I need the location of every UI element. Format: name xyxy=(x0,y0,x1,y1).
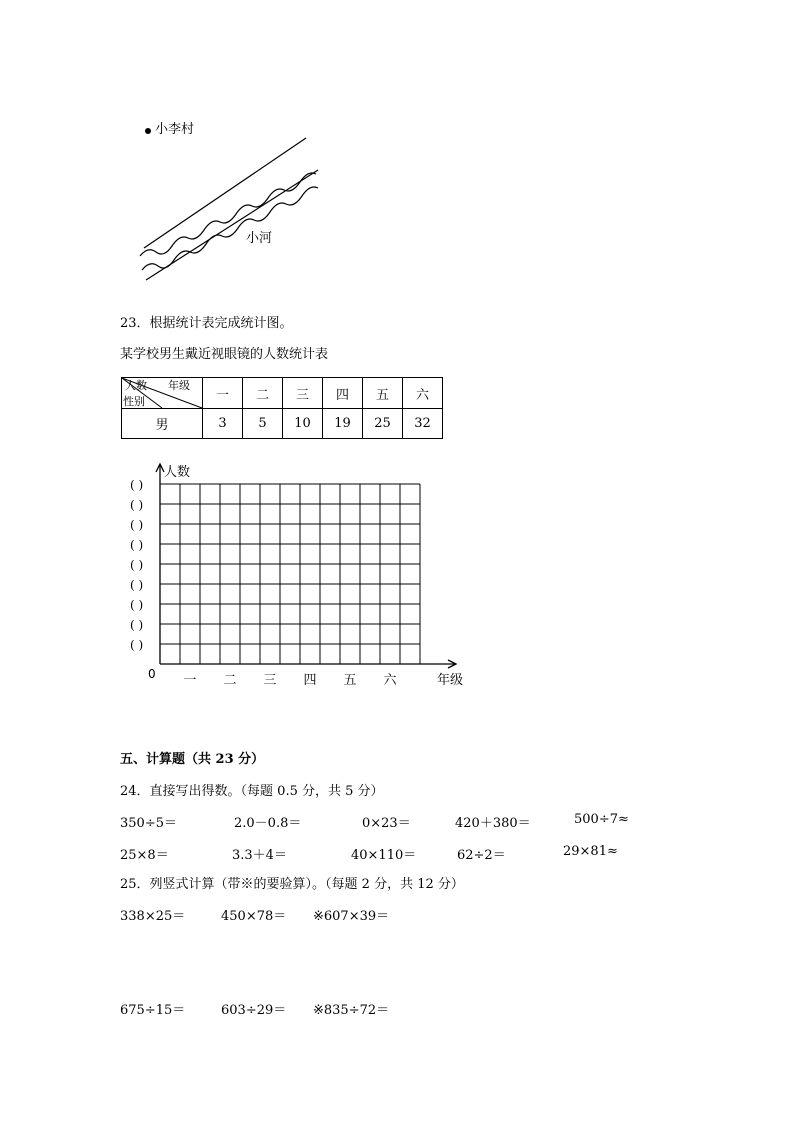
y-tick-label: ( ) xyxy=(130,498,144,512)
grade-6: 六 xyxy=(403,378,443,409)
q24-r2-c2: 3.3＋4＝ xyxy=(232,848,287,863)
x-tick-label: 三 xyxy=(263,673,277,688)
village-label: 小李村 xyxy=(155,122,195,137)
grade-5: 五 xyxy=(363,378,403,409)
q24-r2-c1: 25×8＝ xyxy=(120,848,169,863)
x-tick-label: 一 xyxy=(183,673,197,688)
value-grade-2: 5 xyxy=(243,409,283,439)
y-tick-label: ( ) xyxy=(130,638,144,652)
origin-label: 0 xyxy=(148,667,156,681)
x-tick-label: 五 xyxy=(343,673,357,688)
bar-chart-grid xyxy=(120,460,464,700)
y-tick-label: ( ) xyxy=(130,618,144,632)
q24-r2-c3: 40×110＝ xyxy=(351,848,417,863)
section5-title: 五、计算题（共 23 分） xyxy=(120,752,265,767)
q24-r1-c2: 2.0－0.8＝ xyxy=(234,816,302,831)
river-drawing xyxy=(130,128,330,288)
y-tick-label: ( ) xyxy=(130,538,144,552)
diagonal-header xyxy=(122,378,203,409)
x-axis-label: 年级 xyxy=(436,673,464,688)
row-label-male: 男 xyxy=(122,409,203,439)
value-grade-3: 10 xyxy=(283,409,323,439)
q25-r1-c1: 338×25＝ xyxy=(120,909,186,924)
value-grade-4: 19 xyxy=(323,409,363,439)
header-gender: 性别 xyxy=(123,395,145,408)
q24-r1-c5: 500÷7≈ xyxy=(574,812,629,827)
q25-r1-c3: ※607×39＝ xyxy=(313,909,390,924)
q25-title: 25．列竖式计算（带※的要验算）。（每题 2 分，共 12 分） xyxy=(120,877,464,892)
q23-title: 23．根据统计表完成统计图。 xyxy=(120,316,293,331)
q25-r2-c1: 675÷15＝ xyxy=(120,1003,186,1018)
grade-4: 四 xyxy=(323,378,363,409)
x-tick-label: 二 xyxy=(223,673,237,688)
x-tick-label: 六 xyxy=(383,673,397,688)
table-title: 某学校男生戴近视眼镜的人数统计表 xyxy=(120,347,329,362)
y-axis-label: 人数 xyxy=(164,465,191,480)
q25-r1-c2: 450×78＝ xyxy=(221,909,287,924)
q24-r2-c5: 29×81≈ xyxy=(563,844,618,859)
header-grade: 年级 xyxy=(168,379,190,392)
y-tick-label: ( ) xyxy=(130,478,144,492)
grade-2: 二 xyxy=(243,378,283,409)
q24-title: 24．直接写出得数。（每题 0.5 分，共 5 分） xyxy=(120,784,384,799)
q24-r1-c4: 420＋380＝ xyxy=(455,816,531,831)
grade-1: 一 xyxy=(203,378,243,409)
river-wave-1 xyxy=(140,173,316,256)
y-tick-label: ( ) xyxy=(130,558,144,572)
river-wave-2 xyxy=(142,187,318,270)
x-tick-label: 四 xyxy=(303,673,317,688)
q24-r2-c4: 62÷2＝ xyxy=(457,848,506,863)
q25-r2-c3: ※835÷72＝ xyxy=(313,1003,390,1018)
q25-r2-c2: 603÷29＝ xyxy=(221,1003,287,1018)
river-label: 小河 xyxy=(246,231,273,246)
value-grade-1: 3 xyxy=(203,409,243,439)
stat-table xyxy=(121,377,443,439)
value-grade-5: 25 xyxy=(363,409,403,439)
value-grade-6: 32 xyxy=(403,409,443,439)
grade-3: 三 xyxy=(283,378,323,409)
q24-r1-c1: 350÷5＝ xyxy=(120,816,177,831)
y-tick-label: ( ) xyxy=(130,598,144,612)
y-tick-label: ( ) xyxy=(130,518,144,532)
q24-r1-c3: 0×23＝ xyxy=(362,816,411,831)
header-count: 人数 xyxy=(125,379,147,392)
y-tick-label: ( ) xyxy=(130,578,144,592)
